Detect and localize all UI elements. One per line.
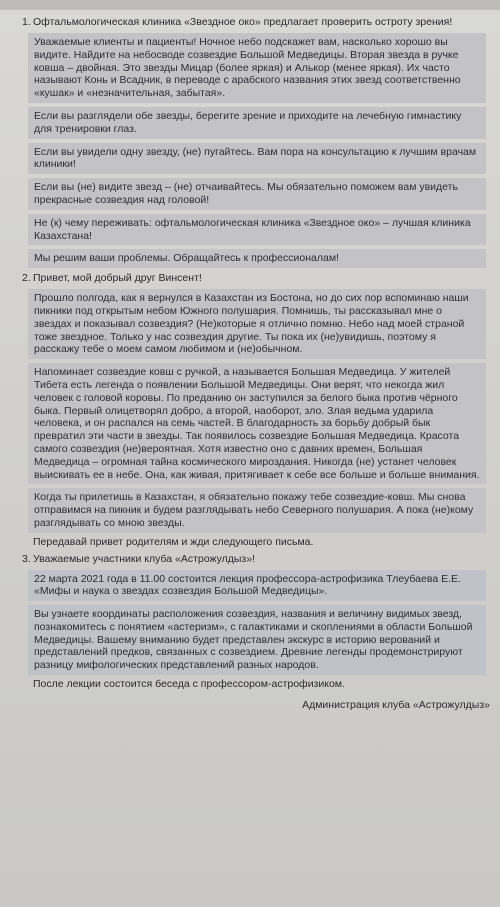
text-item-3 [0, 553, 500, 566]
text-block: Прошло полгода, как я вернулся в Казахстан из Бостона, но до сих пор вспоминаю наши пикники под открытым небом Южного полушария. Помнишь, ты рассказывал мне о звездах и показывал созвездия? (Не)которые я отлично помню. Небо над моей страной тоже звездное. Только у нас созвездия другие. Ты пока их (не)увидишь, поэтому я расскажу тебе о моем самом любимом и (не)обычном. [28, 289, 486, 359]
closing-line: После лекции состоится беседа с профессором-астрофизиком. [33, 678, 345, 691]
text-block: Не (к) чему переживать: офтальмологическая клиника «Звездное око» – лучшая клиника Казахстана! [28, 214, 486, 246]
item-heading: Привет, мой добрый друг Винсент! [33, 272, 202, 285]
text-block: Если вы (не) видите звезд – (не) отчаивайтесь. Мы обязательно поможем вам увидеть прекрасные созвездия над головой! [28, 178, 486, 210]
text-block: Напоминает созвездие ковш с ручкой, а называется Большая Медведица. У жителей Тибета есть легенда о появлении Большой Медведицы. Они верят, что некогда жил человек с головой коровы. По преданию он заступился за белого быка против чёрного быка. Первый олицетворял добро, а второй, наоборот, зло. Злая ведьма ударила человека, и он распался на семь частей. В благодарность за борьбу добрый бык превратил эти части в звезды. Так появилось созвездие Большая Медведица. Красота самого созвездия (не)вероятная. Хотя известно оно с давних времен, Большая Медведица – огромная тайна космического мироздания. Никогда (не) устанет человек выискивать ее в небе. Она, как живая, притягивает к себе все больше и больше внимания. [28, 363, 486, 484]
text-item-1 [0, 16, 500, 29]
text-block: Если вы увидели одну звезду, (не) пугайтесь. Вам пора на консультацию к лучшим врачам клиники! [28, 143, 486, 175]
text-block: 22 марта 2021 года в 11.00 состоится лекция профессора-астрофизика Тлеубаева Е.Е. «Мифы и наука о звездах созвездия Большой Медведицы». [28, 570, 486, 602]
item-number: 2. [22, 272, 31, 285]
signature: Администрация клуба «Астрожулдыз» [302, 698, 490, 711]
item-number: 1. [22, 16, 31, 28]
text-item-2 [0, 272, 500, 285]
text-block: Мы решим ваши проблемы. Обращайтесь к профессионалам! [28, 249, 486, 268]
item-number: 3. [22, 552, 31, 565]
document-content [0, 10, 500, 711]
item-heading: Офтальмологическая клиника «Звездное око» предлагает проверить остроту зрения! [33, 16, 453, 28]
text-block: Уважаемые клиенты и пациенты! Ночное небо подскажет вам, насколько хорошо вы видите. Найдите на небосводе созвездие Большой Медведицы. Вторая звезда в ручке ковша – двойная. Это звезды Мицар (более яркая) и Алькор (менее яркая). Их часто называют Конь и Всадник, в переводе с арабского названия этих звезд соответственно «кушак» и «незначительная, забытая». [28, 33, 486, 103]
item-heading: Уважаемые участники клуба «Астрожулдыз»! [33, 552, 255, 565]
closing-line: Передавай привет родителям и жди следующего письма. [33, 535, 314, 548]
cropped-previous-line [0, 0, 500, 10]
text-block: Вы узнаете координаты расположения созвездия, названия и величину видимых звезд, познакомитесь с понятием «астеризм», с галактиками и скоплениями в области Большой Медведицы. Вашему вниманию будет представлен экскурс в историю верований и представлений предков, связанных с созвездием. Древние легенды продемонстрируют разницу мифологических представлений разных народов. [28, 605, 486, 675]
text-block: Если вы разглядели обе звезды, берегите зрение и приходите на лечебную гимнастику для тренировки глаз. [28, 107, 486, 139]
text-block: Когда ты прилетишь в Казахстан, я обязательно покажу тебе созвездие-ковш. Мы снова отправимся на пикник и будем разглядывать небо Северного полушария. А пока (не)кому разглядывать со мною звезды. [28, 488, 486, 532]
